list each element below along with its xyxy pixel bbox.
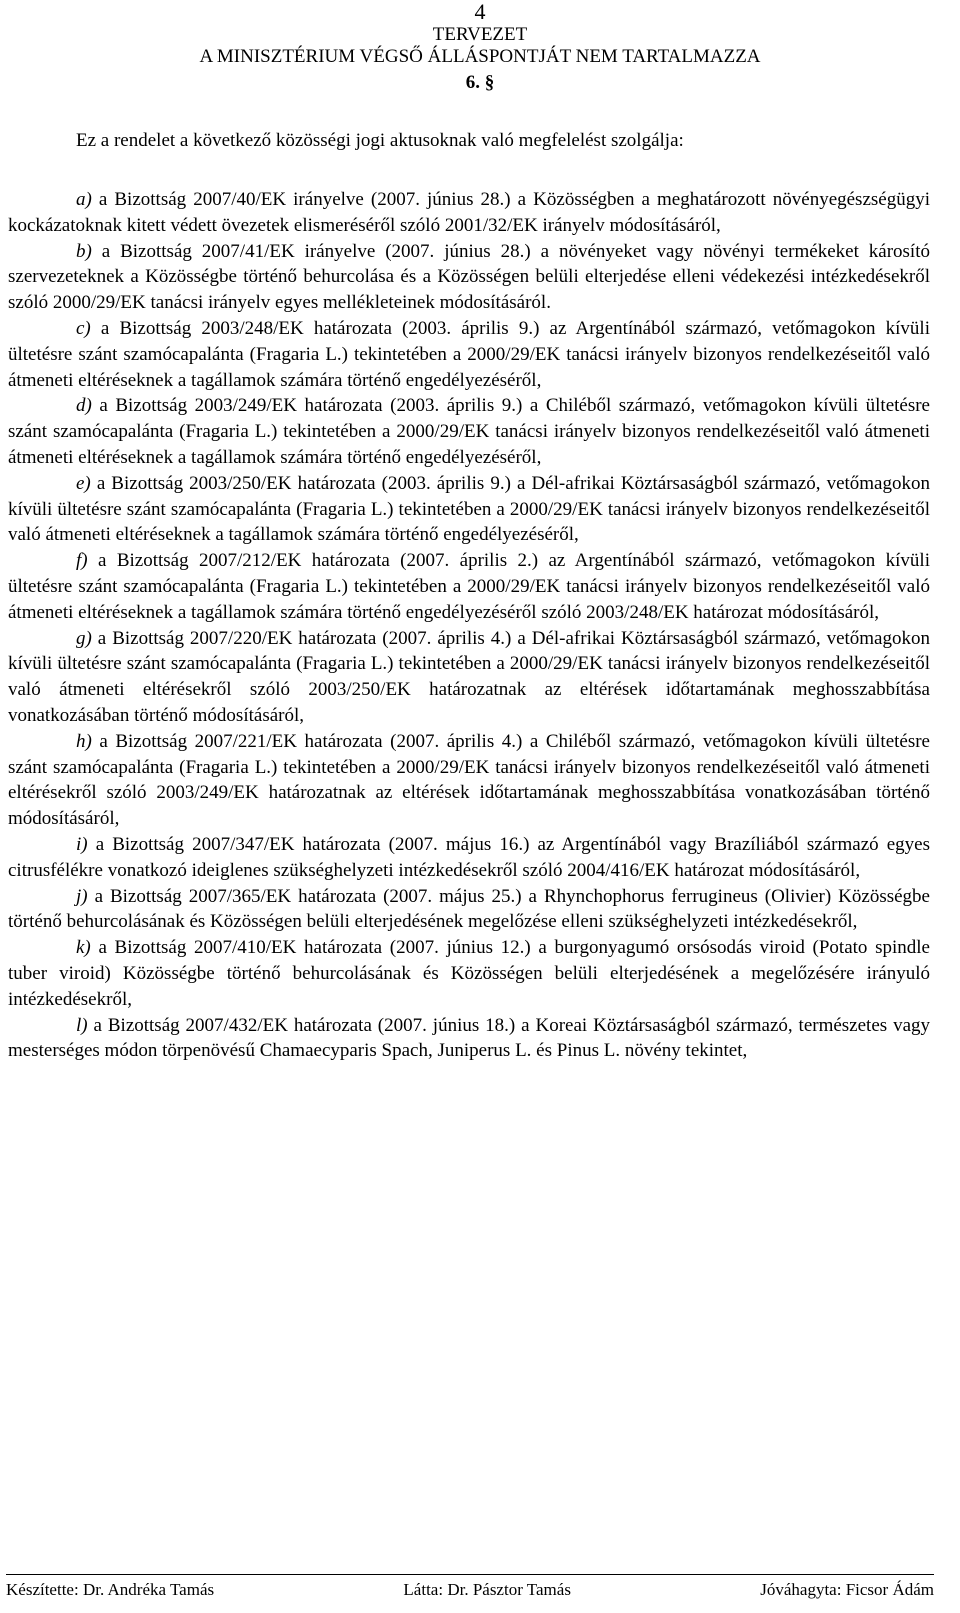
item-text: a Bizottság 2007/432/EK határozata (2007. június 18.) a Koreai Köztársaságból származó, természetes vagy mesterséges módon törpenövésű Chamaecyparis Spach, Juniperus L. és Pinus L. növény tekintet,: [8, 1014, 930, 1062]
list-item: [8, 884, 930, 936]
item-label: h): [76, 730, 92, 752]
item-text: a Bizottság 2007/41/EK irányelve (2007. június 28.) a növényeket vagy növényi termékeket károsító szervezeteknek a Közösségbe történő behurcolása és a Közösségen belüli elterjedése elleni védekezési intézkedésekről szóló 2000/29/EK tanácsi irányelv egyes mellékleteinek módosításáról.: [8, 240, 930, 314]
disclaimer-label: A MINISZTÉRIUM VÉGSŐ ÁLLÁSPONTJÁT NEM TARTALMAZZA: [199, 46, 761, 67]
item-text: a Bizottság 2007/410/EK határozata (2007. június 12.) a burgonyagumó orsósodás viroid (Potato spindle tuber viroid) Közösségbe történő behurcolásának és Közösségen belüli elterjedésének a megelőzésére irányuló intézkedésekről,: [8, 937, 930, 1010]
item-text: a Bizottság 2003/250/EK határozata (2003. április 9.) a Dél-afrikai Köztársaságból származó, vetőmagokon kívüli ültetésre szánt szamócapalánta (Fragaria L.) tekintetében a 2000/29/EK tanácsi irányelv bizonyos rendelkezéseitől való átmeneti eltéréseknek a tagállamok számára történő engedélyezéséről,: [8, 472, 930, 546]
legal-acts-list: [8, 187, 930, 1064]
item-label: g): [76, 627, 92, 649]
item-label: l): [76, 1014, 88, 1036]
item-label: i): [76, 833, 88, 855]
item-label: f): [76, 550, 88, 572]
list-item: [8, 729, 930, 832]
item-text: a Bizottság 2007/212/EK határozata (2007. április 2.) az Argentínából származó, vetőmagokon kívüli ültetésre szánt szamócapalánta (Fragaria L.) tekintetében a 2000/29/EK tanácsi irányelv bizonyos rendelkezéseitől való átmeneti eltéréseknek a tagállamok számára történő engedélyezéséről szóló 2003/248/EK határozat módosításáról,: [8, 550, 930, 623]
list-item: [8, 239, 930, 316]
item-text: a Bizottság 2007/220/EK határozata (2007. április 4.) a Dél-afrikai Köztársaságból származó, vetőmagokon kívüli ültetésre szánt szamócapalánta (Fragaria L.) tekintetében a 2000/29/EK tanácsi irányelv bizonyos rendelkezéseitől való átmeneti eltérésekről szóló 2003/250/EK határozatnak az eltérések időtartamának meghosszabbítása vonatkozásában történő módosításáról,: [8, 627, 930, 726]
list-item: [8, 393, 930, 470]
item-text: a Bizottság 2007/347/EK határozata (2007. május 16.) az Argentínából vagy Brazíliából származó egyes citrusfélékre vonatkozó ideiglenes szükséghelyzeti intézkedésekről szóló 2004/416/EK határozat módosításáról,: [8, 833, 930, 881]
item-text: a Bizottság 2007/40/EK irányelve (2007. június 28.) a Közösségben a meghatározott növényegészségügyi kockázatoknak kitett védett övezetek elismeréséről szóló 2001/32/EK irányelv módosításáról,: [8, 189, 930, 236]
item-text: a Bizottság 2007/221/EK határozata (2007. április 4.) a Chiléből származó, vetőmagokon kívüli ültetésre szánt szamócapalánta (Fragaria L.) tekintetében a 2000/29/EK tanácsi irányelv bizonyos rendelkezéseitől való átmeneti eltérésekről szóló 2003/249/EK határozatnak az eltérések időtartamának meghosszabbítása vonatkozásában történő módosításáról,: [8, 730, 930, 830]
list-item: [8, 548, 930, 625]
item-text: a Bizottság 2003/249/EK határozata (2003. április 9.) a Chiléből származó, vetőmagokon kívüli ültetésre szánt szamócapalánta (Fragaria L.) tekintetében a 2000/29/EK tanácsi irányelv bizonyos rendelkezéseitől való átmeneti átmeneti eltéréseknek a tagállamok számára történő engedélyezéséről,: [8, 395, 930, 468]
item-text: a Bizottság 2007/365/EK határozata (2007. május 25.) a Rhynchophorus ferrugineus (Olivier) Közösségbe történő behurcolásának és Közösségen belüli elterjedésének megelőzése elleni szükséghelyzeti intézkedésekről,: [8, 885, 930, 933]
item-label: c): [76, 317, 91, 339]
footer: [6, 1574, 934, 1601]
item-label: k): [76, 937, 91, 959]
list-item: [8, 316, 930, 393]
item-label: d): [76, 395, 92, 417]
list-item: [8, 832, 930, 884]
item-label: a): [76, 189, 92, 210]
footer-approved-by: Jóváhagyta: Ficsor Ádám: [760, 1580, 934, 1599]
draft-label: TERVEZET: [432, 24, 528, 45]
item-label: b): [76, 240, 92, 262]
footer-seen-by: Látta: Dr. Pásztor Tamás: [403, 1580, 571, 1599]
item-label: j): [76, 885, 88, 907]
list-item: [8, 471, 930, 548]
list-item: [8, 187, 930, 239]
page-number: 4: [474, 0, 486, 24]
footer-prepared-by: Készítette: Dr. Andréka Tamás: [6, 1580, 215, 1599]
item-text: a Bizottság 2003/248/EK határozata (2003. április 9.) az Argentínából származó, vetőmagokon kívüli ültetésre szánt szamócapalánta (Fragaria L.) tekintetében a 2000/29/EK tanácsi irányelv bizonyos rendelkezéseitől való átmeneti eltéréseknek a tagállamok számára történő engedélyezéséről,: [8, 317, 930, 391]
intro-paragraph: Ez a rendelet a következő közösségi jogi aktusoknak való megfelelést szolgálja:: [76, 130, 684, 151]
item-label: e): [76, 472, 91, 494]
list-item: [8, 626, 930, 729]
list-item: [8, 935, 930, 1012]
list-item: [8, 1013, 930, 1065]
section-heading: 6. §: [465, 72, 495, 93]
